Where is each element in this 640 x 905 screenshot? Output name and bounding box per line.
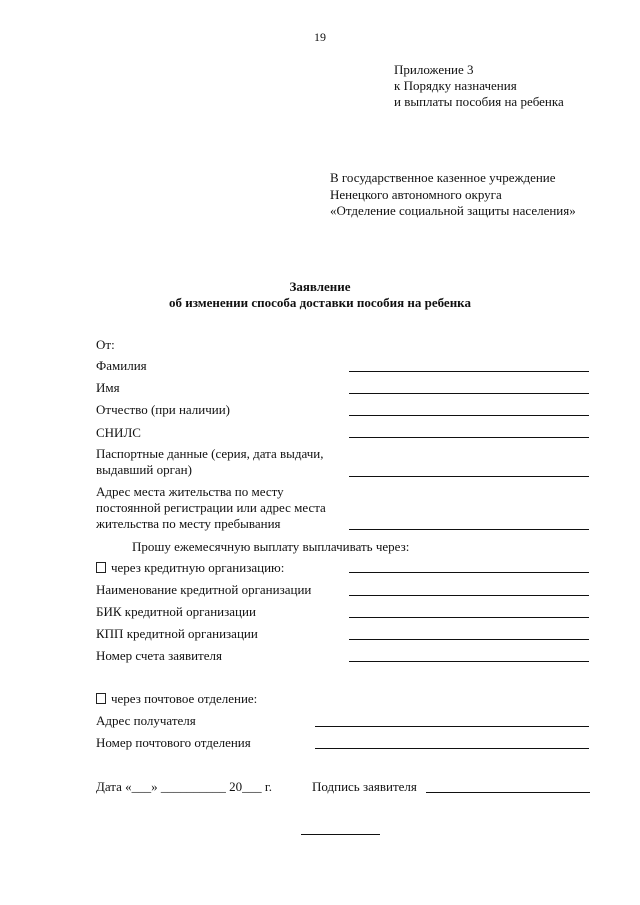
first-name-label: Имя bbox=[96, 380, 120, 395]
appendix-line-3: и выплаты пособия на ребенка bbox=[394, 94, 564, 109]
recipient-block bbox=[330, 170, 576, 220]
page-number: 19 bbox=[314, 30, 326, 44]
bank-name-label: Наименование кредитной организации bbox=[96, 582, 312, 597]
bank-checkbox[interactable] bbox=[96, 562, 106, 573]
post-office-label: Номер почтового отделения bbox=[96, 735, 251, 750]
date-line[interactable]: Дата «___» __________ 20___ г. bbox=[96, 779, 273, 794]
document-title bbox=[0, 279, 640, 311]
recipient-line-3: «Отделение социальной защиты населения» bbox=[330, 203, 576, 218]
bank-name-field[interactable] bbox=[349, 595, 589, 596]
bik-label: БИК кредитной организации bbox=[96, 604, 256, 619]
passport-field[interactable] bbox=[349, 476, 589, 477]
footer-divider bbox=[301, 834, 380, 835]
signature-label: Подпись заявителя bbox=[312, 779, 417, 794]
address-field[interactable] bbox=[349, 529, 589, 530]
account-label: Номер счета заявителя bbox=[96, 648, 222, 663]
recipient-line-1: В государственное казенное учреждение bbox=[330, 170, 556, 185]
snils-label: СНИЛС bbox=[96, 425, 141, 440]
bank-option-label: через кредитную организацию: bbox=[111, 560, 285, 575]
post-option-label: через почтовое отделение: bbox=[111, 691, 258, 706]
appendix-note bbox=[394, 62, 564, 110]
appendix-line-1: Приложение 3 bbox=[394, 62, 474, 77]
surname-field[interactable] bbox=[349, 371, 589, 372]
post-checkbox[interactable] bbox=[96, 693, 106, 704]
recipient-address-label: Адрес получателя bbox=[96, 713, 196, 728]
snils-field[interactable] bbox=[349, 437, 589, 438]
title-line-2: об изменении способа доставки пособия на ребенка bbox=[169, 295, 471, 310]
bank-option[interactable] bbox=[96, 560, 284, 576]
passport-label: Паспортные данные (серия, дата выдачи, выдавший орган) bbox=[96, 446, 324, 477]
patronymic-field[interactable] bbox=[349, 415, 589, 416]
post-office-field[interactable] bbox=[315, 748, 589, 749]
first-name-field[interactable] bbox=[349, 393, 589, 394]
patronymic-label: Отчество (при наличии) bbox=[96, 402, 231, 417]
recipient-line-2: Ненецкого автономного округа bbox=[330, 186, 502, 202]
kpp-field[interactable] bbox=[349, 639, 589, 640]
kpp-label: КПП кредитной организации bbox=[96, 626, 258, 641]
address-label: Адрес места жительства по месту постоянной регистрации или адрес места жительства по месту пребывания bbox=[96, 484, 326, 531]
bik-field[interactable] bbox=[349, 617, 589, 618]
recipient-address-field[interactable] bbox=[315, 726, 589, 727]
signature-field[interactable] bbox=[426, 792, 590, 793]
appendix-line-2: к Порядку назначения bbox=[394, 78, 517, 93]
request-text: Прошу ежемесячную выплату выплачивать через: bbox=[132, 539, 410, 554]
account-field[interactable] bbox=[349, 661, 589, 662]
surname-label: Фамилия bbox=[96, 358, 147, 373]
from-label: От: bbox=[96, 337, 115, 352]
title-line-1: Заявление bbox=[289, 279, 351, 294]
bank-option-field[interactable] bbox=[349, 572, 589, 573]
post-option[interactable] bbox=[96, 691, 257, 707]
